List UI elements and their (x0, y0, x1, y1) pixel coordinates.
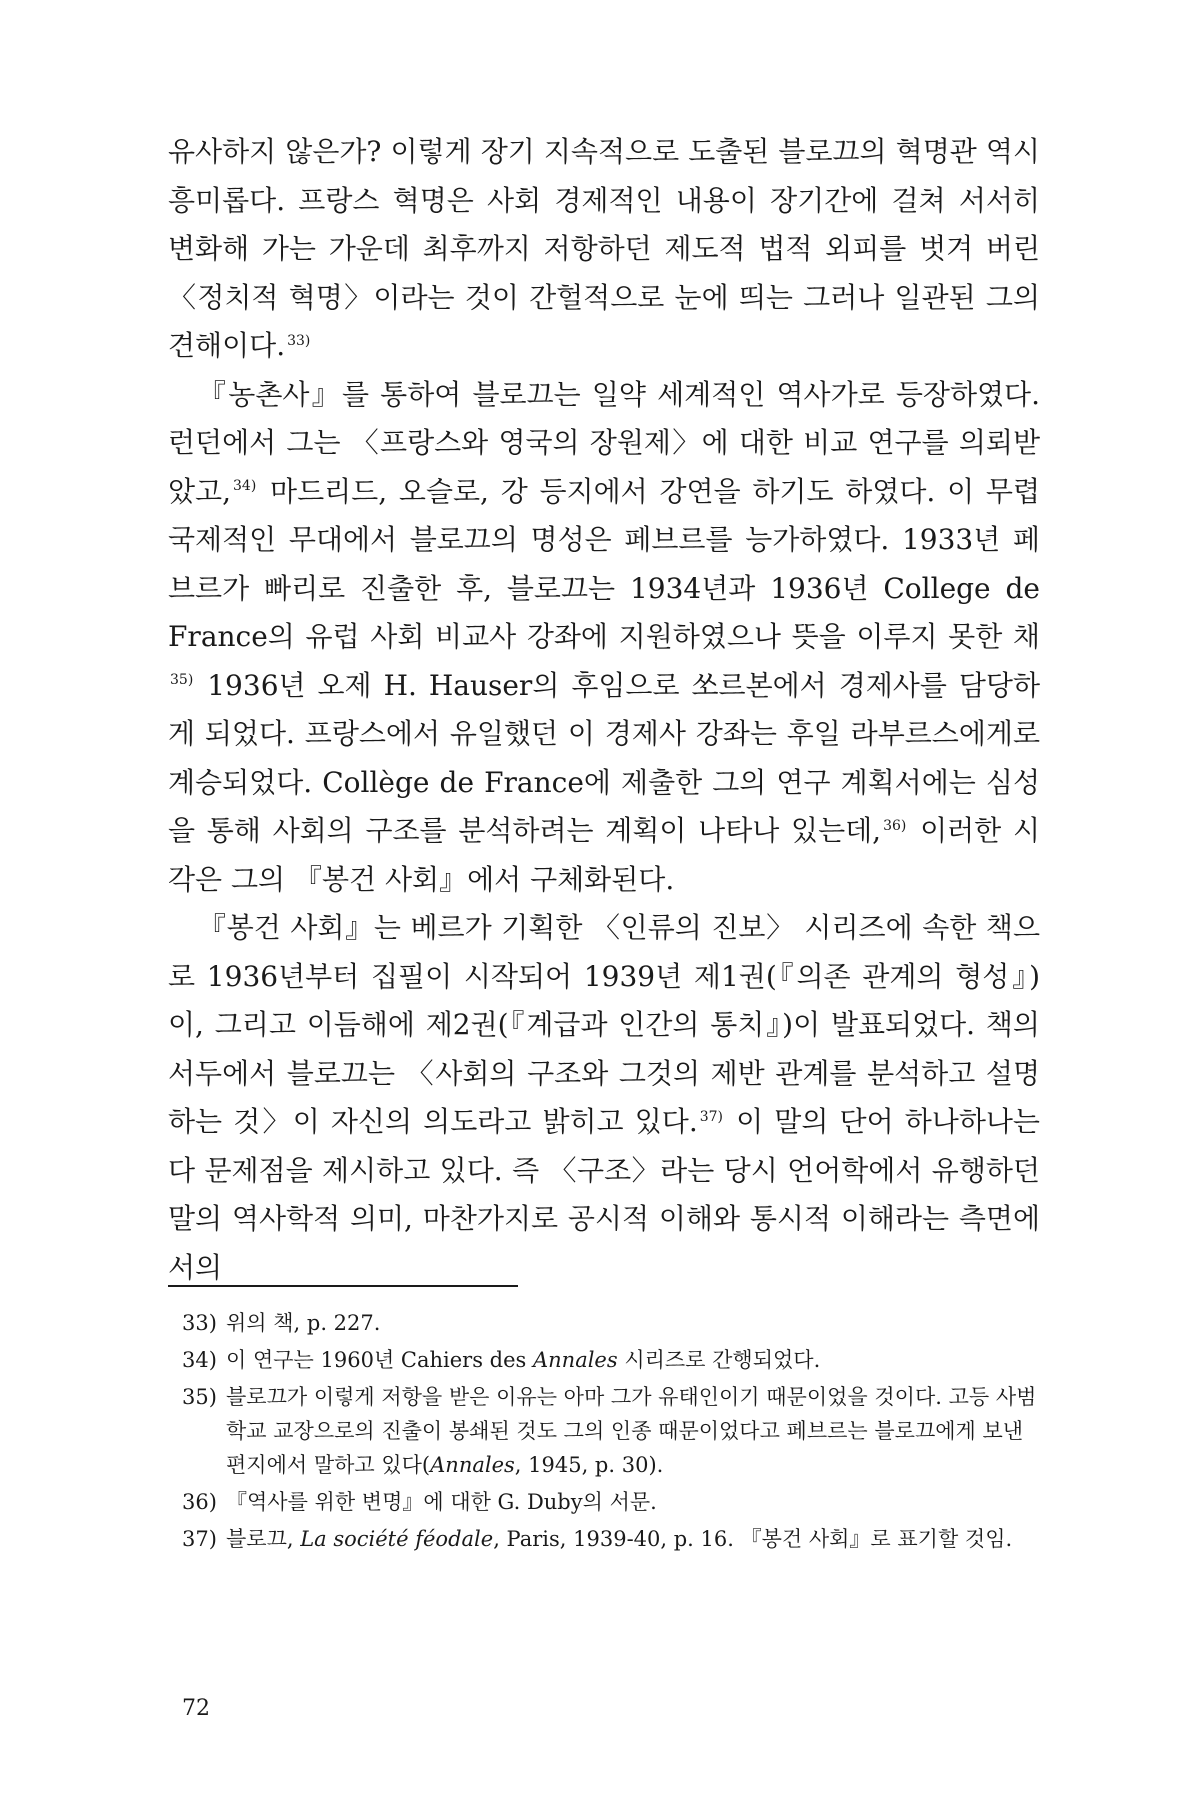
text-run: 1936년 오제 H. Hauser의 후임으로 쏘르본에서 경제사를 담당하게 되었다. 프랑스에서 유일했던 이 경제사 강좌는 후일 라부르스에게로 계승되었다. Collège de France에 제출한 그의 연구 계획서에는 심성을 통해 사회의 구조를 분석하려는 계획이 나타나 있는데, (168, 668, 1040, 847)
paragraph (168, 371, 1040, 905)
italic-title: La société féodale (300, 1527, 494, 1551)
page-number: 72 (182, 1696, 210, 1721)
footnote-ref: 36) (883, 817, 907, 834)
text-run: 위의 책, p. 227. (226, 1311, 381, 1335)
text-run: , 1945, p. 30). (514, 1453, 664, 1477)
footnote (182, 1485, 1040, 1519)
footnote-number: 37) (182, 1527, 217, 1551)
italic-title: Annales (430, 1453, 515, 1477)
text-run: 『역사를 위한 변명』에 대한 G. Duby의 서문. (226, 1490, 657, 1514)
text-run: 이 연구는 1960년 Cahiers des (226, 1348, 533, 1372)
footnote (182, 1522, 1040, 1556)
footnote-ref: 33) (287, 332, 311, 349)
footnote-separator (168, 1285, 518, 1287)
text-run: , Paris, 1939-40, p. 16. 『봉건 사회』로 표기할 것임. (493, 1527, 1013, 1551)
body-text (168, 128, 1040, 1292)
italic-title: Annales (532, 1348, 618, 1372)
text-run: 유사하지 않은가? 이렇게 장기 지속적으로 도출된 블로끄의 혁명관 역시 흥미롭다. 프랑스 혁명은 사회 경제적인 내용이 장기간에 걸쳐 서서히 변화해 가는 가운데 최후까지 저항하던 제도적 법적 외피를 벗겨 버린 〈정치적 혁명〉이라는 것이 간헐적으로 눈에 띄는 그러나 일관된 그의 견해이다. (168, 135, 1040, 362)
text-run: 시리즈로 간행되었다. (617, 1348, 821, 1372)
footnote-ref: 34) (233, 478, 257, 495)
text-run: 블로끄가 이렇게 저항을 받은 이유는 아마 그가 유태인이기 때문이었을 것이다. 고등 사범학교 교장으로의 진출이 봉쇄된 것도 그의 인종 때문이었다고 페브르는 블로끄에게 보낸 편지에서 말하고 있다( (226, 1385, 1037, 1477)
text-run: 이 말의 단어 하나하나는 다 문제점을 제시하고 있다. 즉 〈구조〉라는 당시 언어학에서 유행하던 말의 역사학적 의미, 마찬가지로 공시적 이해와 통시적 이해라는 측면에서의 (168, 1105, 1040, 1284)
footnote-ref: 37) (699, 1108, 724, 1125)
footnote-text (226, 1485, 1040, 1519)
text-run: 마드리드, 오슬로, 강 등지에서 강연을 하기도 하였다. 이 무렵 국제적인 무대에서 블로끄의 명성은 페브르를 능가하였다. 1933년 페브르가 빠리로 진출한 후, 블로끄는 1934년과 1936년 College de France의 유럽 사회 비교사 강좌에 지원하였으나 뜻을 이루지 못한 채 (168, 474, 1040, 653)
text-run: 『봉건 사회』는 베르가 기획한 〈인류의 진보〉 시리즈에 속한 책으로 1936년부터 집필이 시작되어 1939년 제1권(『의존 관계의 형성』)이, 그리고 이듬해에 제2권(『계급과 인간의 통치』)이 발표되었다. 책의 서두에서 블로끄는 〈사회의 구조와 그것의 제반 관계를 분석하고 설명하는 것〉이 자신의 의도라고 밝히고 있다. (168, 911, 1040, 1138)
footnote-number: 33) (182, 1311, 217, 1335)
footnote (182, 1306, 1040, 1340)
footnotes (182, 1306, 1040, 1559)
footnote-number: 35) (182, 1385, 217, 1409)
footnote-number: 36) (182, 1490, 217, 1514)
text-run: 블로끄, (226, 1527, 301, 1551)
footnote (182, 1380, 1040, 1482)
footnote-text (226, 1522, 1040, 1556)
text-run: 이러한 시각은 그의 『봉건 사회』에서 구체화된다. (168, 814, 1040, 896)
footnote-number: 34) (182, 1348, 217, 1372)
footnote-text (226, 1380, 1040, 1482)
paragraph (168, 128, 1040, 371)
text-run: 『농촌사』를 통하여 블로끄는 일약 세계적인 역사가로 등장하였다. 런던에서 그는 〈프랑스와 영국의 장원제〉에 대한 비교 연구를 의뢰받았고, (168, 377, 1040, 508)
paragraph (168, 904, 1040, 1292)
footnote-ref: 35) (170, 672, 194, 689)
footnote-text (226, 1343, 1040, 1377)
footnote (182, 1343, 1040, 1377)
footnote-text (226, 1306, 1040, 1340)
